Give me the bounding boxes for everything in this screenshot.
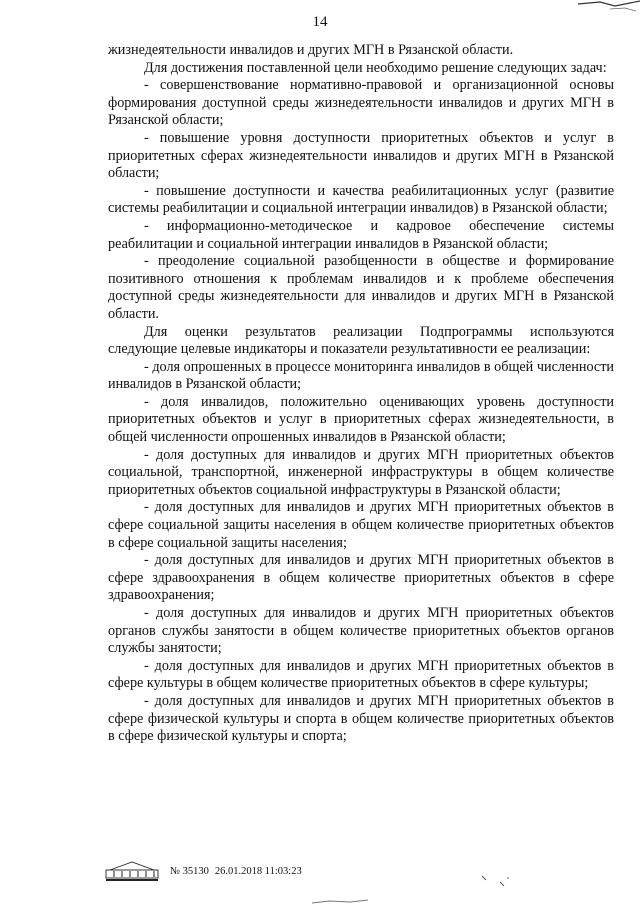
footer-doc-number: № 35130 [170, 865, 209, 877]
page-number: 14 [312, 14, 328, 30]
body-paragraph: - доля опрошенных в процессе мониторинга инвалидов в общей численности инвалидов в Рязанской области; [108, 358, 614, 393]
body-paragraph: - доля доступных для инвалидов и других МГН приоритетных объектов в сфере физической культуры и спорта в общем количестве приоритетных объектов в сфере физической культуры и спорта; [108, 692, 614, 745]
document-body [108, 42, 614, 746]
body-paragraph: жизнедеятельности инвалидов и других МГН в Рязанской области. [108, 42, 514, 58]
body-paragraph: - доля доступных для инвалидов и других МГН приоритетных объектов в сфере социальной защиты населения в общем количестве приоритетных объектов в сфере социальной защиты населения; [108, 499, 614, 551]
body-paragraph: Для достижения поставленной цели необходимо решение следующих задач: [144, 59, 607, 76]
body-paragraph: - совершенствование нормативно-правовой и организационной основы формирования доступной среды жизнедеятельности инвалидов и других МГН в Рязанской области; [108, 77, 614, 129]
body-paragraph: - доля доступных для инвалидов и других МГН приоритетных объектов в сфере здравоохранения в общем количестве приоритетных объектов в сфере здравоохранения; [108, 552, 614, 604]
document-footer [104, 860, 302, 882]
government-building-seal-icon [104, 860, 160, 882]
footer-stamp [170, 866, 302, 877]
body-paragraph: - повышение уровня доступности приоритетных объектов и услуг в приоритетных сферах жизнедеятельности инвалидов и других МГН в Рязанской области; [108, 129, 614, 182]
body-paragraph: - доля доступных для инвалидов и других МГН приоритетных объектов в сфере культуры в общем количестве приоритетных объектов в сфере культуры; [108, 657, 614, 692]
body-paragraph: - преодоление социальной разобщенности в обществе и формирование позитивного отношения к проблемам инвалидов и к проблеме обеспечения доступной среды жизнедеятельности для инвалидов и других МГН в Рязанской области. [108, 253, 614, 322]
body-paragraph: - доля доступных для инвалидов и других МГН приоритетных объектов социальной, транспортной, инженерной инфраструктуры в общем количестве приоритетных объектов социальной инфраструктуры в Рязанской области; [108, 446, 614, 498]
body-paragraph: Для оценки результатов реализации Подпрограммы используются следующие целевые индикаторы и показатели результативности ее реализации: [108, 323, 614, 358]
body-paragraph: - повышение доступности и качества реабилитационных услуг (развитие системы реабилитации и социальной интеграции инвалидов) в Рязанской области; [108, 182, 614, 217]
footer-datetime: 26.01.2018 11:03:23 [214, 865, 302, 877]
scan-corner-mark [570, 0, 640, 14]
body-paragraph: - доля доступных для инвалидов и других МГН приоритетных объектов органов службы занятости в общем количестве приоритетных объектов органов службы занятости; [108, 605, 614, 657]
body-paragraph: - информационно-методическое и кадровое обеспечение системы реабилитации и социальной интеграции инвалидов в Рязанской области; [108, 217, 614, 252]
scan-artifact-bottom [310, 896, 370, 905]
body-paragraph: - доля инвалидов, положительно оценивающих уровень доступности приоритетных объектов и услуг в приоритетных сферах жизнедеятельности, в общей численности опрошенных инвалидов в Рязанской области; [108, 393, 614, 446]
scan-artifact [478, 872, 518, 892]
